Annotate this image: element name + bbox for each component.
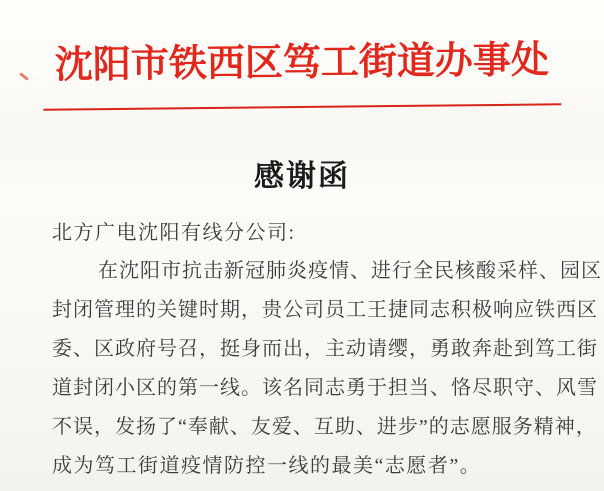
body-line: 成为笃工街道疫情防控一线的最美“志愿者”。 [52,455,482,477]
body-line: 不误，发扬了“奉献、友爱、互助、进步”的志愿服务精神， [52,416,597,438]
body-line: 道封闭小区的第一线。该名同志勇于担当、恪尽职守、风雪 [52,377,598,399]
org-title: 沈阳市铁西区笃工街道办事处 [54,39,550,87]
letter-body [52,252,602,486]
salutation-line: 北方广电沈阳有线分公司: [52,222,296,244]
letter-title: 感谢函 [254,160,350,193]
body-line: 封闭管理的关键时期，贵公司员工王捷同志积极响应铁西区 [52,299,598,321]
body-line: 在沈阳市抗击新冠肺炎疫情、进行全民核酸采样、园区 [98,260,602,282]
body-line: 委、区政府号召，挺身而出，主动请缨，勇敢奔赴到笃工街 [52,338,598,360]
letterhead-divider-rule [43,103,561,110]
letterhead [0,39,604,111]
scanned-letter-page [0,39,604,491]
